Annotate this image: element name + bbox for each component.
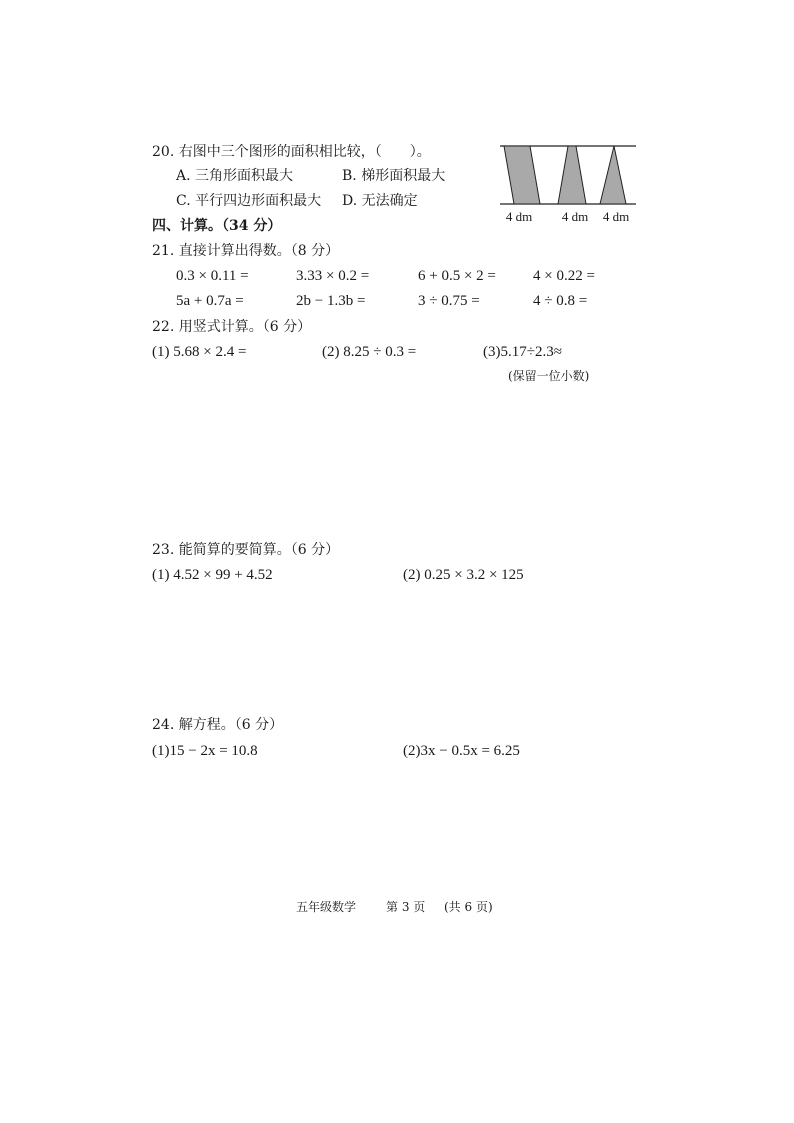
footer-subject: 五年级数学: [296, 900, 357, 914]
q21-item: 2b − 1.3b =: [296, 293, 366, 309]
q21-item: 5a + 0.7a =: [176, 293, 244, 309]
q20-option-b: B. 梯形面积最大: [342, 168, 446, 184]
q20-stem: 20. 右图中三个图形的面积相比较，（ ）。: [152, 144, 431, 160]
base-label-1: 4 dm: [505, 209, 533, 224]
q24-stem: 24. 解方程。（6 分）: [152, 717, 284, 733]
q23-stem: 23. 能简算的要简算。（6 分）: [152, 542, 340, 558]
footer-total-pages: (共 6 页): [444, 900, 493, 914]
section-4-title: 四、计算。（34 分）: [152, 218, 282, 234]
q23-item: (2) 0.25 × 3.2 × 125: [403, 567, 524, 583]
q20-figure: [500, 140, 640, 230]
footer-page-number: 第 3 页: [386, 900, 426, 914]
q21-item: 3.33 × 0.2 =: [296, 268, 370, 284]
q21-item: 4 ÷ 0.8 =: [533, 293, 588, 309]
trapezoid-shape: [558, 146, 586, 204]
q22-rounding-note: (保留一位小数): [508, 369, 590, 383]
q20-option-a: A. 三角形面积最大: [176, 168, 294, 184]
base-label-3: 4 dm: [602, 209, 630, 224]
q24-item: (2)3x − 0.5x = 6.25: [403, 743, 520, 759]
q22-item: (1) 5.68 × 2.4 =: [152, 344, 247, 360]
q21-item: 0.3 × 0.11 =: [176, 268, 249, 284]
q21-item: 4 × 0.22 =: [533, 268, 595, 284]
q23-item: (1) 4.52 × 99 + 4.52: [152, 567, 273, 583]
q22-item: (2) 8.25 ÷ 0.3 =: [322, 344, 417, 360]
q21-item: 3 ÷ 0.75 =: [418, 293, 480, 309]
q21-stem: 21. 直接计算出得数。（8 分）: [152, 243, 340, 259]
q24-item: (1)15 − 2x = 10.8: [152, 743, 258, 759]
q20-option-d: D. 无法确定: [342, 193, 418, 209]
q22-item: (3)5.17÷2.3≈: [483, 344, 562, 360]
parallelogram-shape: [504, 146, 540, 204]
triangle-shape: [600, 146, 626, 204]
q22-stem: 22. 用竖式计算。（6 分）: [152, 319, 312, 335]
base-label-2: 4 dm: [561, 209, 589, 224]
q20-option-c: C. 平行四边形面积最大: [176, 193, 322, 209]
q21-item: 6 + 0.5 × 2 =: [418, 268, 496, 284]
